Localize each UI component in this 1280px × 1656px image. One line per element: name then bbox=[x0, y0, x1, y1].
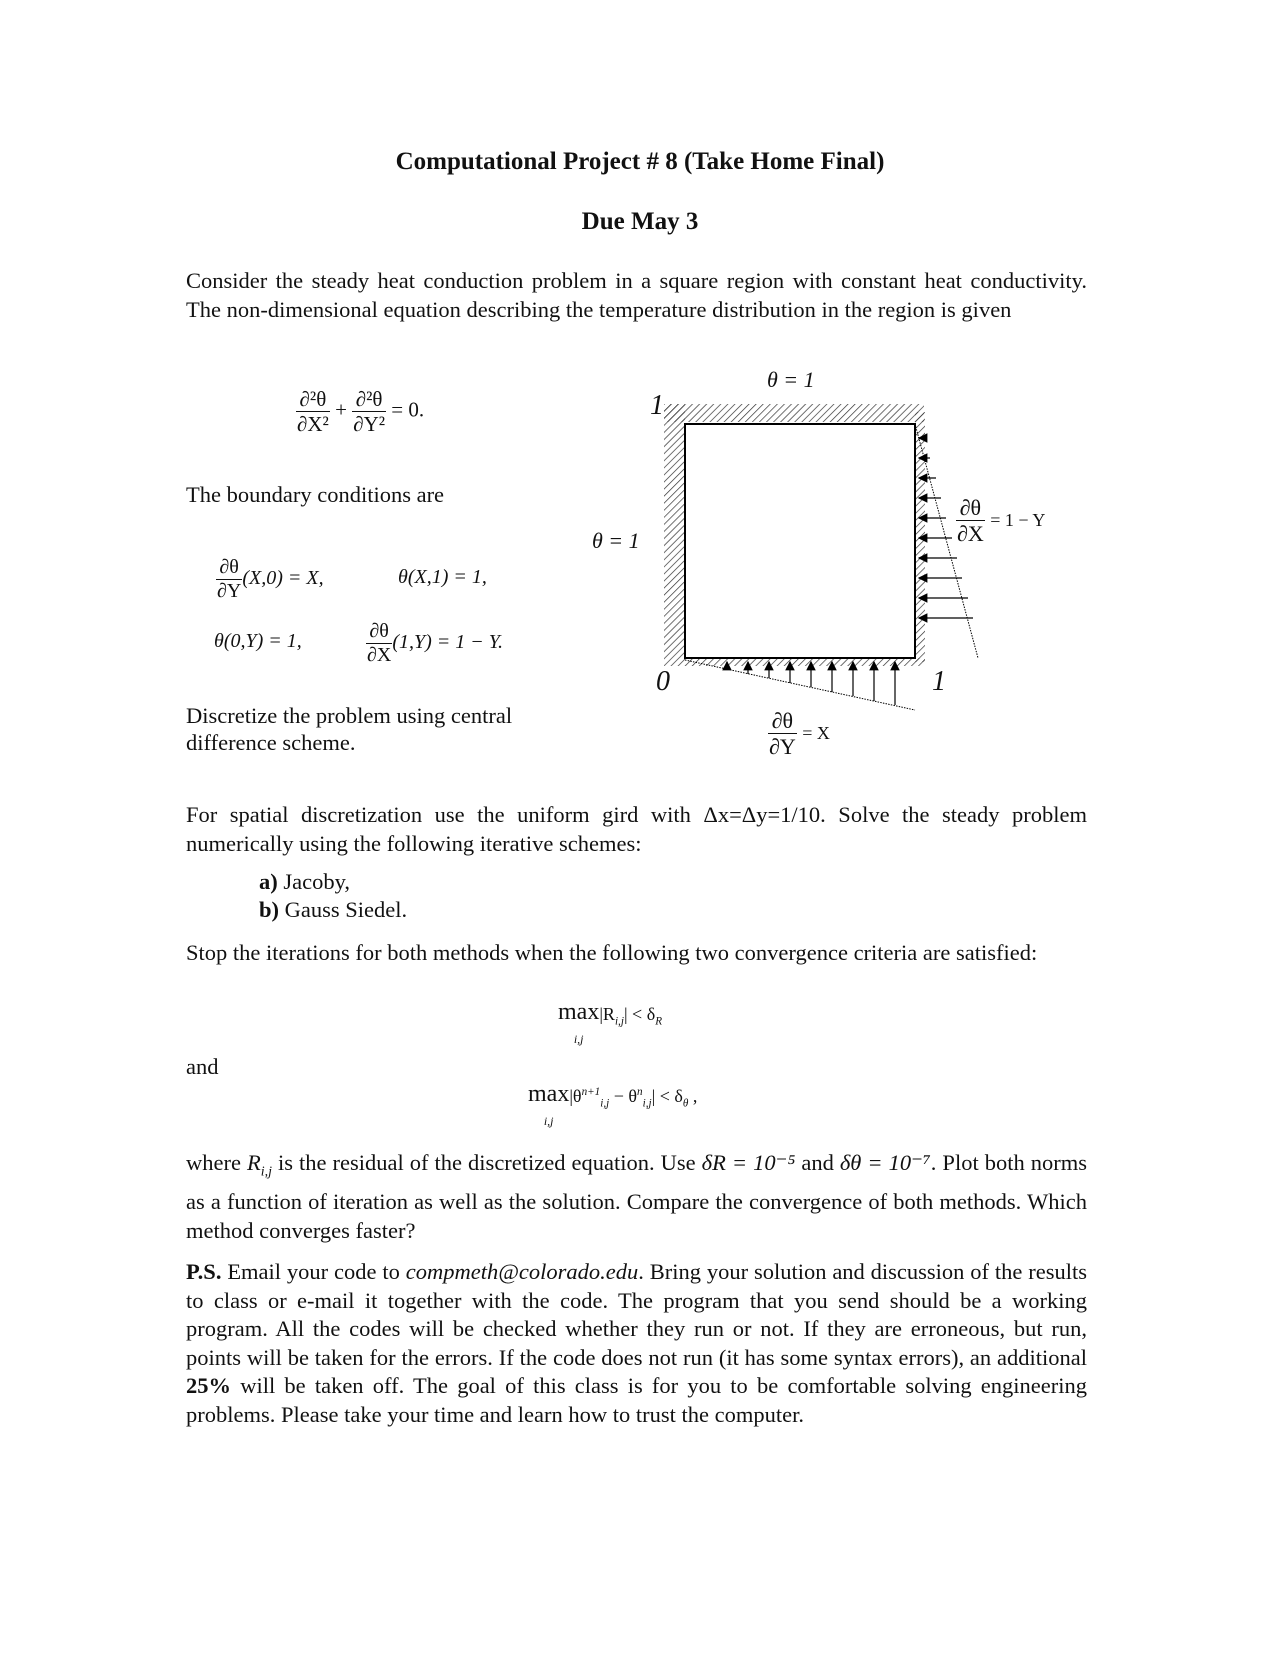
scheme-item-b: b) Gauss Siedel. bbox=[259, 897, 408, 922]
ps-paragraph: P.S. Email your code to compmeth@colorado.edu. Bring your solution and discussion of the results to class or e-mail it together with the code. The program that you send should be a working program. All the codes will be checked whether they run or not. If they are erroneous, but run, points will be taken for the errors. If the code does not run (it has some syntax errors), an additional 25% will be taken off. The goal of this class is for you to be comfortable solving engineering problems. Please take your time and learn how to trust the computer. bbox=[186, 1259, 1087, 1427]
spatial-paragraph: For spatial discretization use the uniform gird with Δx=Δy=1/10. Solve the steady problem numerically using the following iterative schemes: bbox=[186, 802, 1087, 856]
top-wall-hatch bbox=[664, 404, 924, 422]
scheme-item-a: a) Jacoby, bbox=[259, 869, 351, 894]
due-date: Due May 3 bbox=[581, 208, 699, 235]
bc-right: $\frac{\partial\theta}{\partial X}$ (1,Y) = 1 − Y. bbox=[367, 620, 504, 666]
criterion-residual: max $i,j|R_{i,j}| < \delta_R$ bbox=[558, 999, 663, 1046]
email-link[interactable]: compmeth@colorado.edu bbox=[405, 1259, 639, 1284]
intro-paragraph: Consider the steady heat conduction problem in a square region with constant heat conductivity. The non-dimensional equation describing the temperature distribution in the region is given bbox=[186, 268, 1087, 322]
criterion-change: max $i,j|\theta^{n+1}_{i,j} - \theta^n_{i,j}| < \delta_\theta$ , bbox=[528, 1081, 698, 1128]
bottom-flux-envelope bbox=[685, 660, 915, 710]
corner-label-right: 1 bbox=[932, 666, 946, 697]
left-bc-label: θ = 1 bbox=[592, 528, 640, 553]
left-wall-hatch bbox=[664, 404, 685, 666]
where-paragraph: where $R_{i,j}$ is the residual of the discretized equation. Use δR = 10⁻⁵ and δθ = 10⁻⁷. Plot both norms as a function of iteration as well as the solution. Compare the convergence of both methods. Which method converges faster? bbox=[186, 1150, 1087, 1243]
bottom-bc-formula: $\frac{\partial\theta}{\partial Y}$ = X bbox=[769, 708, 830, 760]
stop-paragraph: Stop the iterations for both methods when the following two convergence criteria are satisfied: bbox=[186, 940, 1038, 965]
and-label: and bbox=[186, 1054, 219, 1079]
bc-left: θ(0,Y) = 1, bbox=[214, 630, 302, 652]
top-bc-label: θ = 1 bbox=[767, 367, 815, 392]
corner-label-top: 1 bbox=[650, 390, 664, 421]
governing-equation: $\frac{\text{∂²θ}}{\text{∂X²}}$ + $\frac{\text{∂²θ}}{\text{∂Y²}}$ = 0. bbox=[297, 387, 425, 437]
bottom-wall-hatch bbox=[685, 658, 925, 666]
domain-square bbox=[685, 424, 915, 658]
document-title: Computational Project # 8 (Take Home Final) bbox=[395, 148, 885, 175]
right-bc-formula: $\frac{\partial\theta}{\partial X}$ = 1 − Y bbox=[957, 495, 1046, 547]
right-wall-hatch bbox=[915, 412, 925, 662]
bc-intro: The boundary conditions are bbox=[186, 482, 445, 507]
bc-top: θ(X,1) = 1, bbox=[398, 566, 487, 588]
corner-label-origin: 0 bbox=[656, 666, 670, 697]
discretize-note: Discretize the problem using central difference scheme. bbox=[186, 703, 513, 755]
bottom-flux-arrows bbox=[727, 662, 895, 705]
bc-bottom: $\frac{\partial\theta}{\partial Y}$ (X,0) = X, bbox=[217, 556, 324, 602]
